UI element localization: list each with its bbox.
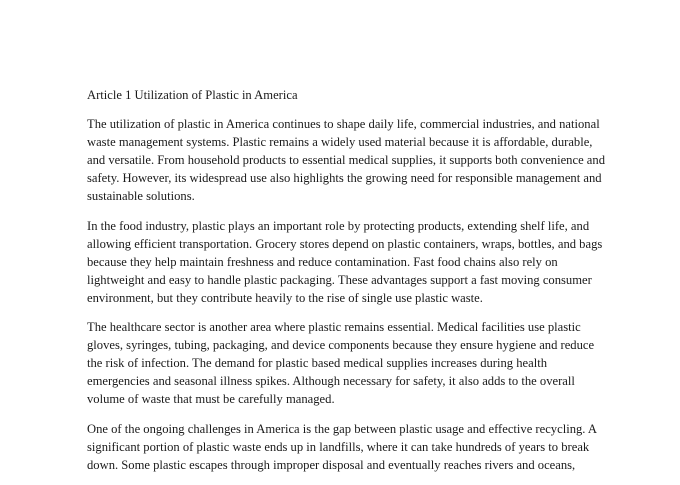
paragraph-line: waste management systems. Plastic remains a widely used material because it is affordable, durable, — [87, 135, 593, 150]
paragraph-line: volume of waste that must be carefully managed. — [87, 392, 335, 407]
paragraph-line: gloves, syringes, tubing, packaging, and device components because they ensure hygiene and reduce — [87, 338, 595, 353]
paragraph-line: The utilization of plastic in America continues to shape daily life, commercial industries, and national — [87, 117, 600, 132]
paragraph-line: The healthcare sector is another area where plastic remains essential. Medical facilities use plastic — [87, 320, 581, 335]
paragraph-line: emergencies and seasonal illness spikes. Although necessary for safety, it also adds to the overall — [87, 374, 575, 389]
paragraph-line: and versatile. From household products to essential medical supplies, it supports both convenience and — [87, 153, 605, 168]
paragraph-line: safety. However, its widespread use also highlights the growing need for responsible management and — [87, 171, 602, 186]
paragraph-line: One of the ongoing challenges in America is the gap between plastic usage and effective recycling. A — [87, 421, 597, 436]
paragraph-3 — [87, 318, 595, 408]
paragraph-2 — [87, 217, 603, 307]
paragraph-line: lightweight and easy to handle plastic packaging. These advantages support a fast moving consumer — [87, 272, 592, 287]
paragraph-4 — [87, 420, 597, 474]
paragraph-line: allowing efficient transportation. Grocery stores depend on plastic containers, wraps, bottles, and bags — [87, 236, 603, 251]
paragraph-line: the risk of infection. The demand for plastic based medical supplies increases during health — [87, 356, 547, 371]
paragraph-line: sustainable solutions. — [87, 189, 195, 204]
article-body — [87, 86, 605, 485]
paragraph-line: In the food industry, plastic plays an important role by protecting products, extending shelf life, and — [87, 218, 590, 233]
paragraph-1 — [87, 115, 605, 205]
paragraph-line: down. Some plastic escapes through improper disposal and eventually reaches rivers and oceans, — [87, 457, 576, 472]
article-title: Article 1 Utilization of Plastic in America — [87, 88, 298, 102]
paragraph-line: significant portion of plastic waste ends up in landfills, where it can take hundreds of years to break — [87, 439, 590, 454]
paragraph-line: environment, but they contribute heavily to the rise of single use plastic waste. — [87, 290, 483, 305]
paragraph-line: because they help maintain freshness and reduce contamination. Fast food chains also rely on — [87, 254, 558, 269]
